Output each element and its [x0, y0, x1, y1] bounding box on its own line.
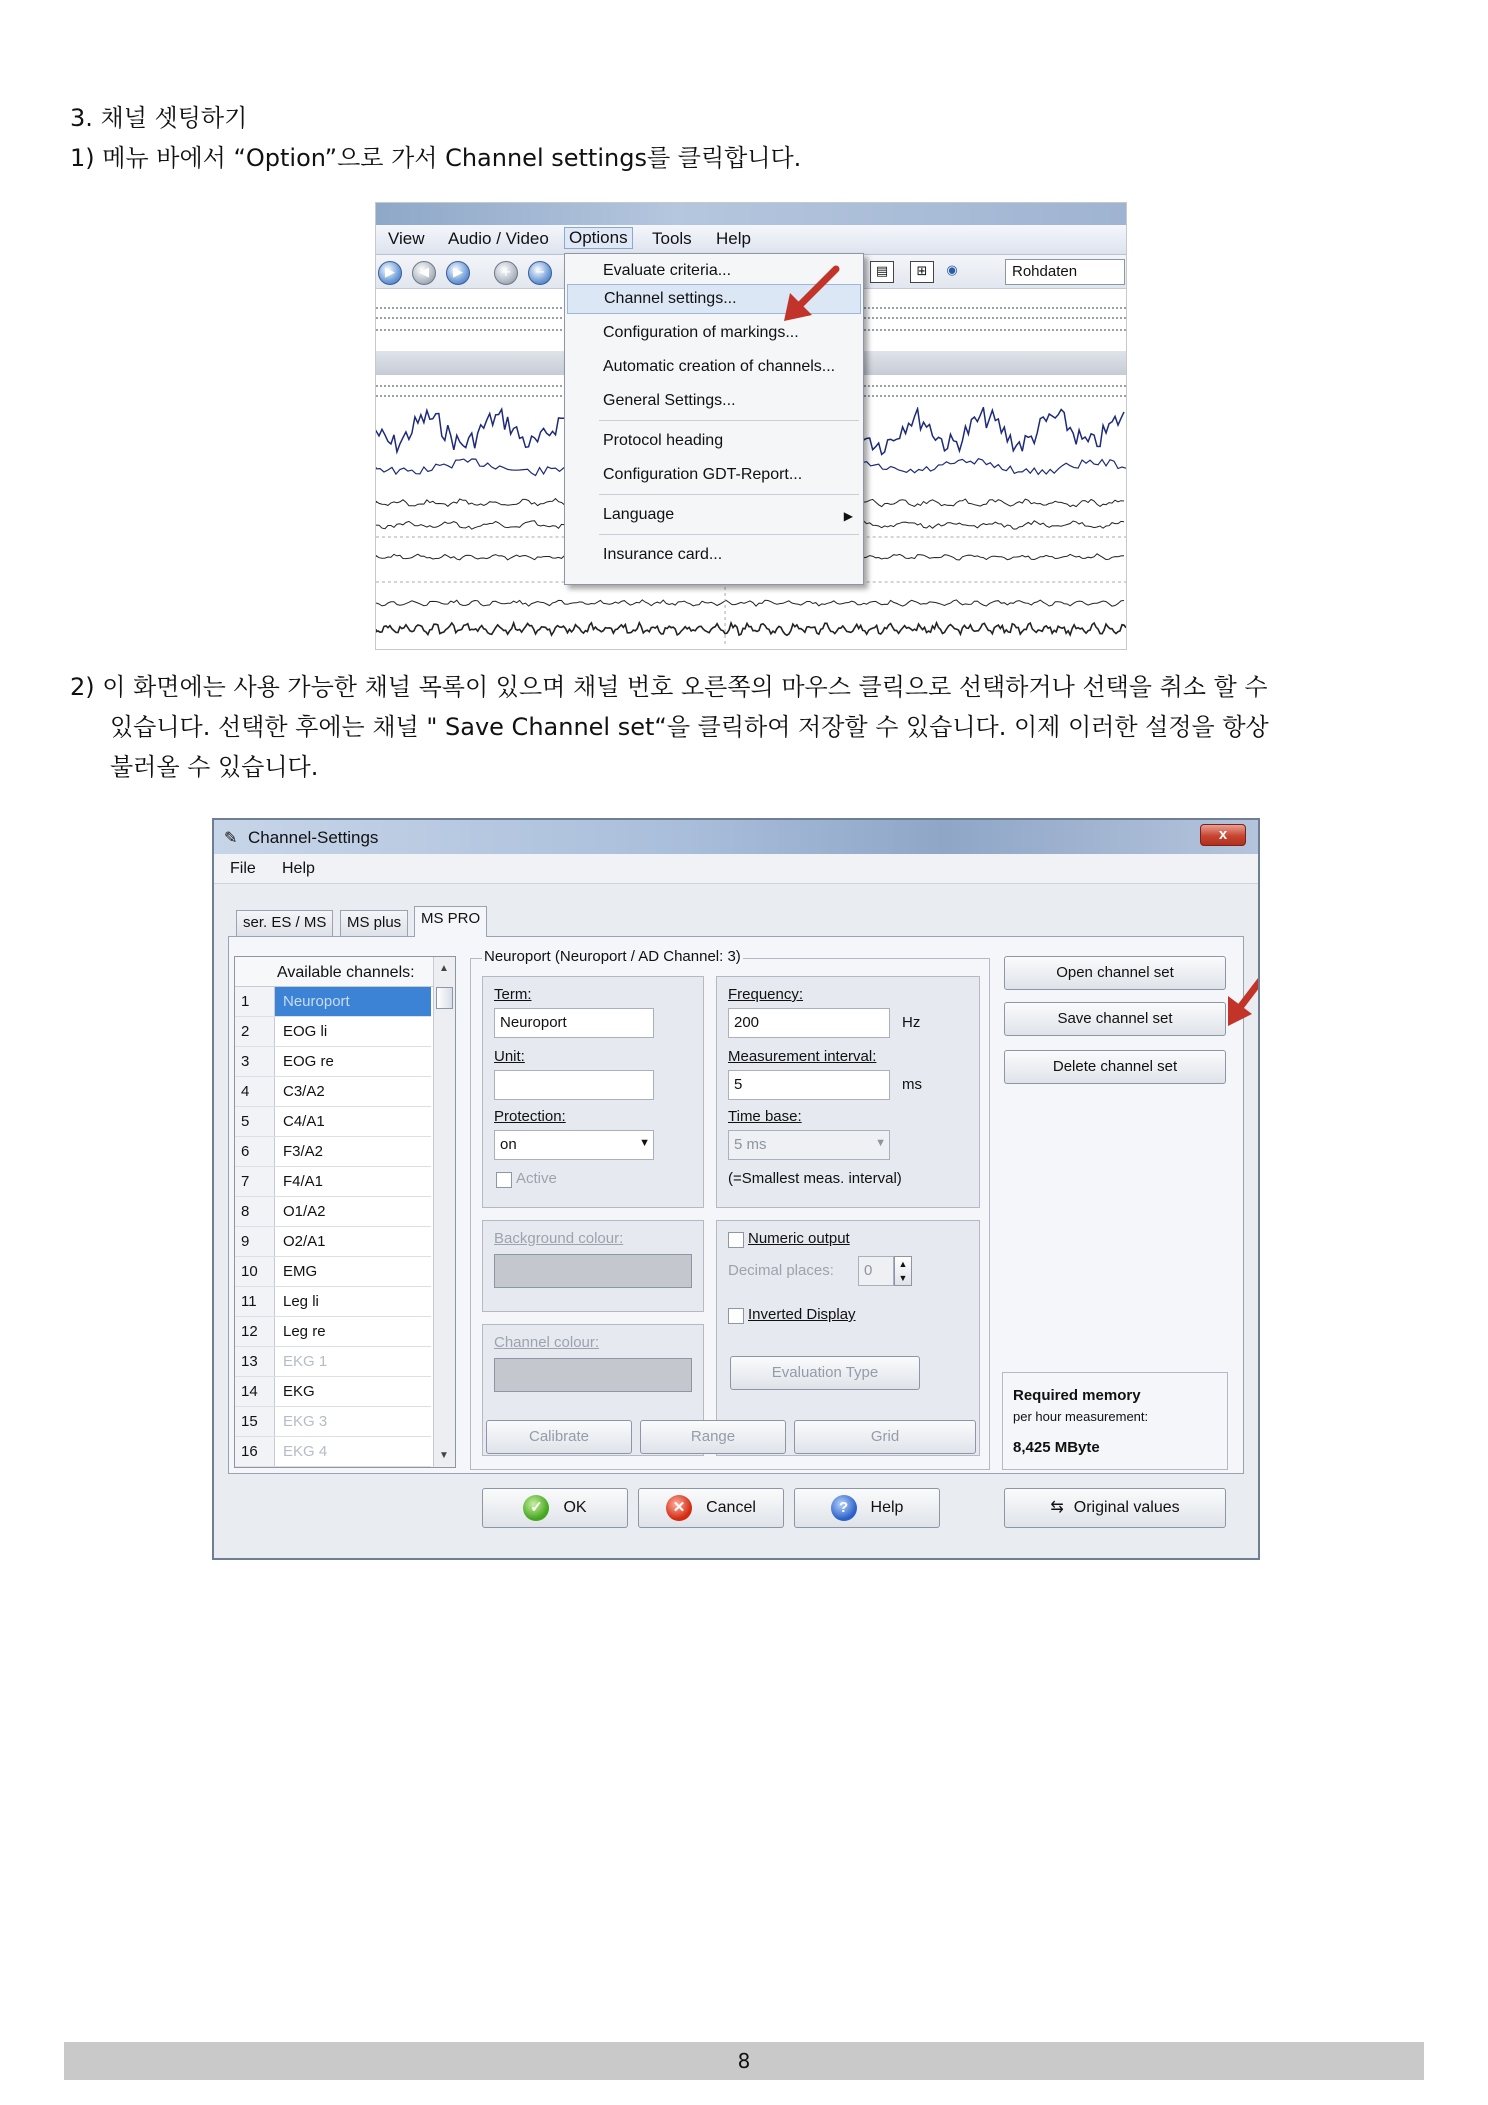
help-label: Help — [870, 1499, 904, 1516]
zoom-in-icon[interactable]: + — [494, 261, 518, 285]
channel-name: Leg re — [283, 1323, 326, 1340]
protection-select[interactable] — [494, 1130, 654, 1160]
term-input[interactable]: Neuroport — [494, 1008, 654, 1038]
channel-number[interactable]: 8 — [235, 1197, 275, 1226]
available-channels-label: Available channels: — [277, 964, 415, 981]
menu-evaluate-criteria[interactable]: Evaluate criteria... — [603, 262, 732, 279]
menu-bar — [376, 225, 1126, 255]
menu-insurance-card[interactable]: Insurance card... — [603, 546, 723, 563]
options-menu-screenshot — [375, 202, 1127, 650]
play-icon[interactable]: ▶ — [378, 261, 402, 285]
menu-protocol-heading[interactable]: Protocol heading — [603, 432, 724, 449]
inverted-display-label: Inverted Display — [748, 1306, 856, 1323]
menu-general-settings[interactable]: General Settings... — [603, 392, 736, 409]
menu-configuration-markings[interactable]: Configuration of markings... — [603, 324, 799, 341]
channel-number[interactable]: 9 — [235, 1227, 275, 1256]
decimal-spinner[interactable]: ▲ ▼ — [894, 1256, 912, 1286]
channel-name: O1/A2 — [283, 1203, 326, 1220]
required-memory-title: Required memory — [1013, 1387, 1141, 1404]
dialog-menu-bar — [214, 854, 1258, 884]
window-titlebar — [376, 203, 1126, 225]
interval-unit: ms — [902, 1076, 922, 1093]
channel-name: Leg li — [283, 1293, 319, 1310]
step-2-line-1: 2) 이 화면에는 사용 가능한 채널 목록이 있으며 채널 번호 오른쪽의 마우스 클릭으로 선택하거나 선택을 취소 할 수 — [70, 673, 1268, 701]
dialog-title: Channel-Settings — [248, 828, 379, 847]
timebase-value: 5 ms — [734, 1136, 767, 1153]
help-button[interactable] — [794, 1488, 940, 1528]
inverted-display-checkbox[interactable] — [728, 1308, 744, 1324]
original-values-label: Original values — [1073, 1499, 1180, 1516]
cancel-icon: ✕ — [666, 1495, 692, 1521]
channel-number[interactable]: 7 — [235, 1167, 275, 1196]
term-label: Term: — [494, 986, 532, 1003]
rewind-icon[interactable]: ◀ — [412, 261, 436, 285]
chart-icon[interactable]: ⊞ — [910, 261, 934, 283]
decimal-places-input[interactable]: 0 — [858, 1256, 894, 1286]
channel-row[interactable] — [235, 1407, 431, 1437]
menu-help[interactable]: Help — [282, 860, 315, 877]
channel-name: EOG re — [283, 1053, 334, 1070]
channel-row[interactable] — [235, 1257, 431, 1287]
timebase-select[interactable] — [728, 1130, 890, 1160]
calibrate-button[interactable]: Calibrate — [486, 1420, 632, 1454]
numeric-output-label: Numeric output — [748, 1230, 850, 1247]
channel-row[interactable] — [235, 1017, 431, 1047]
channel-name: EKG — [283, 1383, 315, 1400]
channel-list — [234, 956, 456, 1468]
step-2-line-3: 불러올 수 있습니다. — [110, 753, 319, 781]
menu-view[interactable]: View — [388, 229, 425, 248]
red-arrow-icon — [780, 265, 840, 323]
chevron-down-icon: ▼ — [639, 1137, 650, 1149]
interval-input[interactable]: 5 — [728, 1070, 890, 1100]
channel-number[interactable]: 10 — [235, 1257, 275, 1286]
cancel-button[interactable] — [638, 1488, 784, 1528]
channel-settings-dialog — [212, 818, 1260, 1560]
tab-ms-pro[interactable]: MS PRO — [414, 906, 487, 937]
chevron-down-icon: ▼ — [875, 1137, 886, 1149]
background-colour-label: Background colour: — [494, 1230, 624, 1247]
channel-row[interactable] — [235, 1197, 431, 1227]
page-number: 8 — [737, 2049, 751, 2073]
ok-button[interactable] — [482, 1488, 628, 1528]
channel-row[interactable] — [235, 1317, 431, 1347]
menu-tools[interactable]: Tools — [652, 229, 692, 248]
timebase-label: Time base: — [728, 1108, 802, 1125]
channel-number[interactable]: 6 — [235, 1137, 275, 1166]
channel-number[interactable]: 4 — [235, 1077, 275, 1106]
protection-value: on — [500, 1136, 517, 1153]
channel-row[interactable] — [235, 1377, 431, 1407]
required-memory-subtitle: per hour measurement: — [1013, 1409, 1149, 1424]
channel-detail-header: Neuroport (Neuroport / AD Channel: 3) — [484, 948, 741, 965]
save-channel-set-button[interactable]: Save channel set — [1004, 1002, 1226, 1036]
channel-name: EOG li — [283, 1023, 328, 1040]
channel-row[interactable] — [235, 1437, 431, 1467]
reset-icon: ⇆ — [1050, 1499, 1064, 1516]
eye-icon[interactable]: ◉ — [946, 263, 958, 278]
menu-audio-video[interactable]: Audio / Video — [448, 229, 549, 248]
interval-label: Measurement interval: — [728, 1048, 877, 1065]
delete-channel-set-button[interactable]: Delete channel set — [1004, 1050, 1226, 1084]
timebase-note: (=Smallest meas. interval) — [728, 1170, 902, 1187]
channel-number[interactable]: 3 — [235, 1047, 275, 1076]
forward-icon[interactable]: ▶ — [446, 261, 470, 285]
channel-number[interactable]: 14 — [235, 1377, 275, 1406]
channel-colour-swatch[interactable] — [494, 1358, 692, 1392]
menu-language[interactable]: Language — [603, 506, 675, 523]
channel-name: EMG — [283, 1263, 318, 1280]
tab-ser-es-ms[interactable]: ser. ES / MS — [236, 910, 333, 936]
channel-name: Neuroport — [275, 987, 431, 1016]
channel-list-header — [235, 957, 455, 987]
scroll-up-icon[interactable]: ▲ — [439, 963, 449, 974]
step-2-line-2: 있습니다. 선택한 후에는 채널 " Save Channel set“을 클릭하여 저장할 수 있습니다. 이제 이러한 설정을 항상 — [110, 713, 1269, 741]
open-channel-set-button[interactable]: Open channel set — [1004, 956, 1226, 990]
channel-number[interactable]: 2 — [235, 1017, 275, 1046]
frequency-label: Frequency: — [728, 986, 804, 1003]
channel-name: EKG 4 — [283, 1443, 328, 1460]
red-arrow-icon — [1224, 964, 1260, 1030]
grid-button[interactable]: Grid — [794, 1420, 976, 1454]
protection-label: Protection: — [494, 1108, 566, 1125]
channel-name: EKG 3 — [283, 1413, 328, 1430]
range-button[interactable]: Range — [640, 1420, 786, 1454]
tab-ms-plus[interactable]: MS plus — [340, 910, 408, 936]
channel-row[interactable] — [235, 1347, 431, 1377]
check-icon: ✓ — [523, 1495, 549, 1521]
frequency-input[interactable]: 200 — [728, 1008, 890, 1038]
frequency-unit: Hz — [902, 1014, 921, 1031]
channel-number[interactable]: 16 — [235, 1437, 275, 1466]
unit-input[interactable] — [494, 1070, 654, 1100]
channel-row[interactable] — [235, 1167, 431, 1197]
ok-label: OK — [563, 1499, 587, 1516]
background-colour-swatch[interactable] — [494, 1254, 692, 1288]
channel-number[interactable]: 5 — [235, 1107, 275, 1136]
help-icon: ? — [831, 1495, 857, 1521]
menu-channel-settings[interactable]: Channel settings... — [567, 284, 861, 314]
channel-row[interactable] — [235, 1047, 431, 1077]
active-label: Active — [516, 1170, 557, 1187]
menu-file[interactable]: File — [230, 860, 256, 877]
page-footer — [64, 2042, 1424, 2080]
decimal-places-label: Decimal places: — [728, 1262, 834, 1279]
channel-name: F4/A1 — [283, 1173, 324, 1190]
menu-automatic-creation[interactable]: Automatic creation of channels... — [603, 358, 836, 375]
unit-label: Unit: — [494, 1048, 525, 1065]
channel-number[interactable]: 11 — [235, 1287, 275, 1316]
channel-name: C3/A2 — [283, 1083, 325, 1100]
channel-list-scrollbar[interactable] — [433, 957, 455, 1467]
channel-number[interactable]: 1 — [235, 987, 275, 1016]
numeric-output-checkbox[interactable] — [728, 1232, 744, 1248]
channel-name: O2/A1 — [283, 1233, 326, 1250]
required-memory-value: 8,425 MByte — [1013, 1439, 1100, 1456]
channel-row[interactable] — [235, 1077, 431, 1107]
report-icon[interactable]: ▤ — [870, 261, 894, 283]
required-memory-box — [1002, 1372, 1228, 1470]
channel-number[interactable]: 15 — [235, 1407, 275, 1436]
section-heading: 3. 채널 셋팅하기 — [70, 104, 248, 132]
active-checkbox[interactable] — [496, 1172, 512, 1188]
channel-name: EKG 1 — [283, 1353, 328, 1370]
scroll-thumb[interactable] — [436, 987, 453, 1009]
channel-row[interactable] — [235, 987, 431, 1017]
data-view-combo[interactable]: Rohdaten — [1005, 259, 1125, 285]
channel-row[interactable] — [235, 1137, 431, 1167]
scroll-down-icon[interactable]: ▼ — [439, 1450, 449, 1461]
menu-options[interactable]: Options — [564, 227, 633, 249]
dialog-titlebar — [214, 820, 1258, 854]
menu-configuration-gdt[interactable]: Configuration GDT-Report... — [603, 466, 803, 483]
channel-row[interactable] — [235, 1107, 431, 1137]
evaluation-type-button[interactable]: Evaluation Type — [730, 1356, 920, 1390]
channel-row[interactable] — [235, 1287, 431, 1317]
cancel-label: Cancel — [706, 1499, 756, 1516]
close-button[interactable]: x — [1200, 824, 1246, 846]
channel-colour-label: Channel colour: — [494, 1334, 600, 1351]
zoom-out-icon[interactable]: − — [528, 261, 552, 285]
channel-name: C4/A1 — [283, 1113, 325, 1130]
channel-number[interactable]: 12 — [235, 1317, 275, 1346]
channel-name: F3/A2 — [283, 1143, 324, 1160]
settings-app-icon: ✎ — [224, 830, 238, 847]
original-values-button[interactable] — [1004, 1488, 1226, 1528]
submenu-arrow-icon: ▶ — [843, 509, 853, 523]
channel-number[interactable]: 13 — [235, 1347, 275, 1376]
channel-row[interactable] — [235, 1227, 431, 1257]
menu-help[interactable]: Help — [716, 229, 751, 248]
step-1-text: 1) 메뉴 바에서 “Option”으로 가서 Channel settings를 클릭합니다. — [70, 144, 802, 172]
